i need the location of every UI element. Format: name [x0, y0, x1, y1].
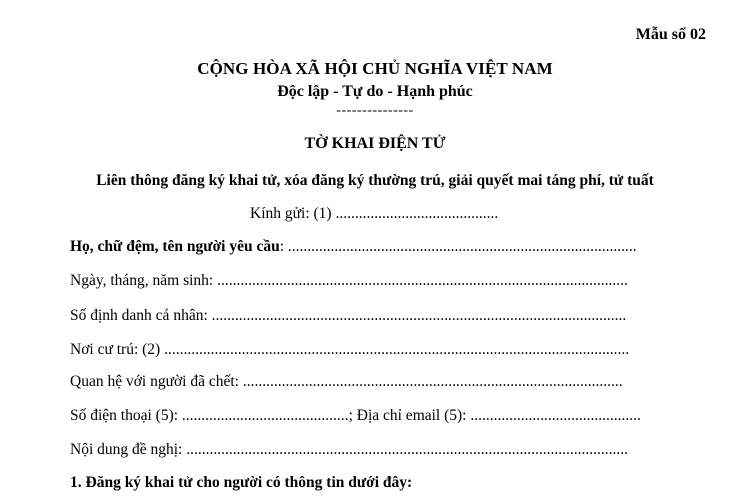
requester-name-label: Họ, chữ đệm, tên người yêu cầu	[70, 238, 280, 255]
section-1-heading: 1. Đăng ký khai tử cho người có thông tin dưới đây:	[70, 474, 413, 491]
residence-field: Nơi cư trú: (2) ........................................................................................................................	[70, 341, 630, 358]
requester-name-dots: : ..........................................................................................	[279, 238, 637, 255]
phone-field: Số điện thoại (5): ...........................................	[70, 407, 349, 424]
relationship-field: Quan hệ với người đã chết: ..................................................................................................	[70, 373, 623, 390]
form-number: Mẫu số 02	[635, 26, 706, 43]
email-field: ; Địa chỉ email (5): ............................................	[348, 407, 641, 424]
header-divider: ---------------	[336, 103, 414, 118]
document-title: TỜ KHAI ĐIỆN TỬ	[304, 135, 446, 152]
addressee-line: Kính gửi: (1) ..........................................	[250, 205, 499, 222]
requester-name-field	[70, 238, 690, 256]
document-subtitle: Liên thông đăng ký khai tử, xóa đăng ký thường trú, giải quyết mai táng phí, tử tuất	[96, 172, 654, 189]
national-title: CỘNG HÒA XÃ HỘI CHỦ NGHĨA VIỆT NAM	[197, 59, 553, 78]
national-motto: Độc lập - Tự do - Hạnh phúc	[277, 83, 473, 100]
request-content-field: Nội dung đề nghị: ..................................................................................................................	[70, 441, 628, 458]
personal-id-field: Số định danh cá nhân: ...........................................................................................................	[70, 307, 627, 324]
date-of-birth-field: Ngày, tháng, năm sinh: ..........................................................................................................	[70, 272, 628, 289]
contact-field	[70, 407, 690, 425]
